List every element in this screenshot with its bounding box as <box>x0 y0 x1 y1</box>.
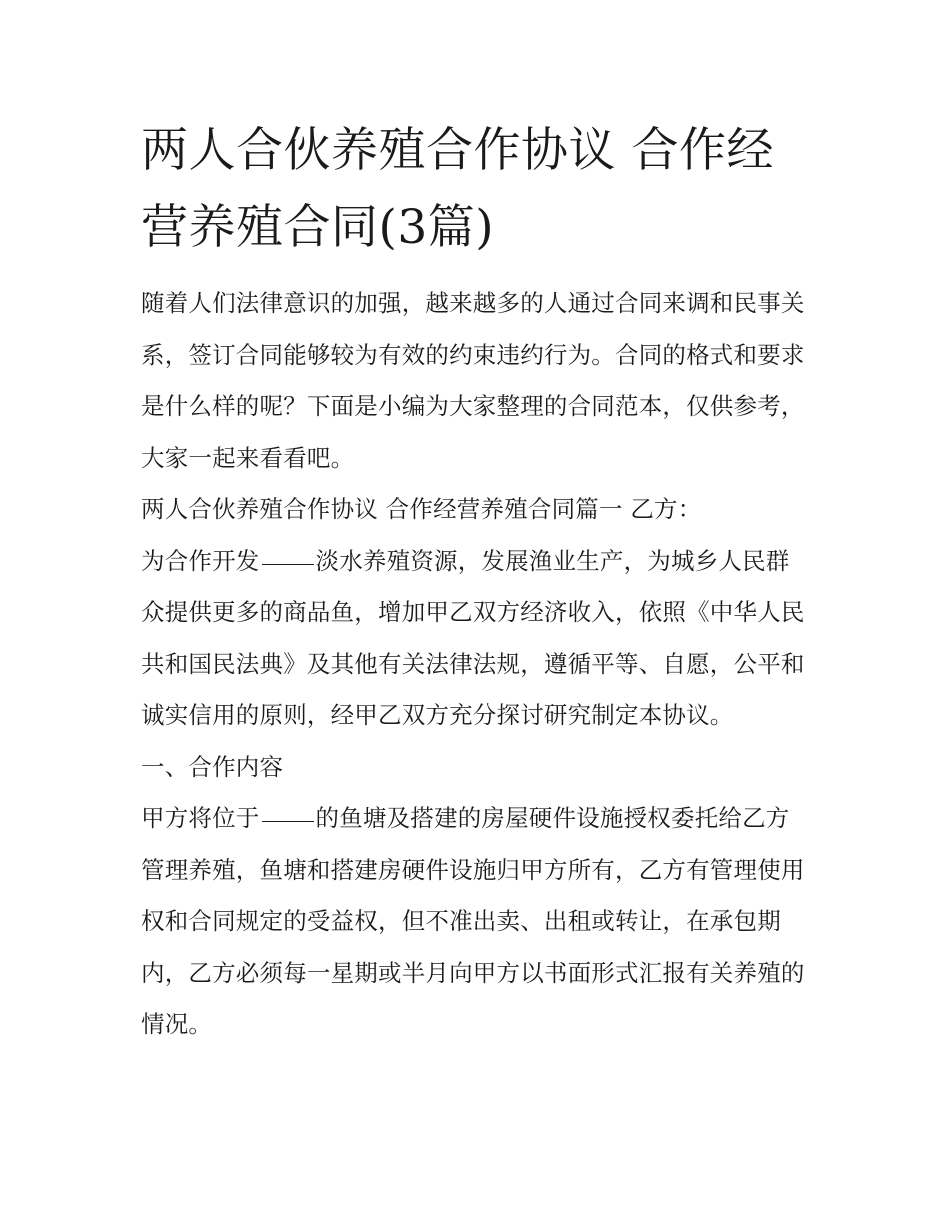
document-body <box>141 112 813 1051</box>
clause-1-text-rest: 的鱼塘及搭建的房屋硬件设施授权委托给乙方管理养殖，鱼塘和搭建房硬件设施归甲方所有，乙方有管理使用权和合同规定的受益权，但不准出卖、出租或转让，在承包期内，乙方必须每一星期或半月向甲方以书面形式汇报有关养殖的情况。 <box>141 804 805 1038</box>
section-heading: 两人合伙养殖合作协议 合作经营养殖合同篇一 乙方： <box>141 495 702 523</box>
document-title: 两人合伙养殖合作协议 合作经营养殖合同(3篇) <box>141 123 774 255</box>
purpose-text-start: 为合作开发 <box>141 546 260 575</box>
intro-paragraph: 随着人们法律意识的加强，越来越多的人通过合同来调和民事关系，签订合同能够较为有效的约束违约行为。合同的格式和要求是什么样的呢？下面是小编为大家整理的合同范本，仅供参考，大家一起来看看吧。 <box>141 289 805 472</box>
clause-1-heading: 一、合作内容 <box>141 752 284 781</box>
purpose-paragraph <box>141 536 813 742</box>
purpose-blank-line <box>262 563 314 565</box>
clause-1-blank-line <box>262 820 314 822</box>
clause-1-paragraph <box>141 793 813 1051</box>
clause-1-text-start: 甲方将位于 <box>141 804 260 832</box>
purpose-text-rest: 淡水养殖资源，发展渔业生产，为城乡人民群众提供更多的商品鱼，增加甲乙双方经济收入，依照《中华人民共和国民法典》及其他有关法律法规，遵循平等、自愿，公平和诚实信用的原则，经甲乙双方充分探讨研究制定本协议。 <box>141 546 805 729</box>
